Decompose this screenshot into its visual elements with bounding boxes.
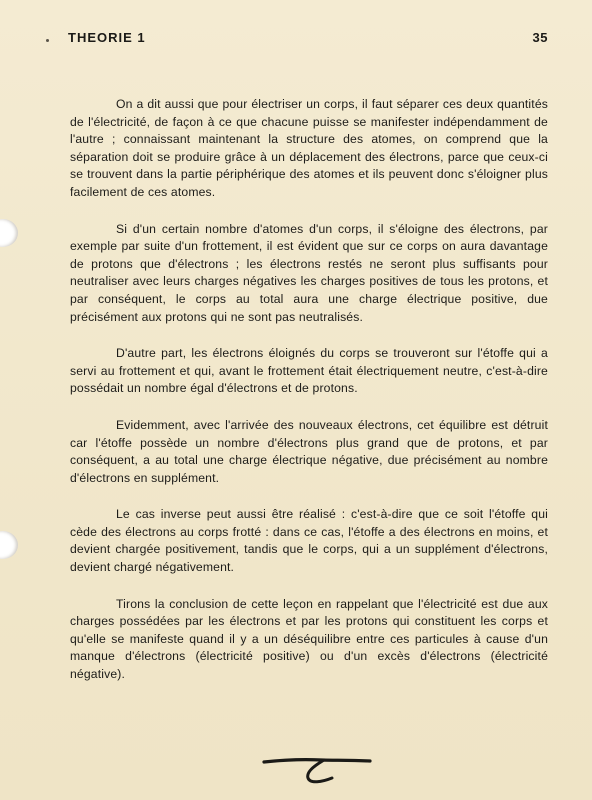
page-number: 35 [532,30,548,45]
body-text [70,96,548,703]
chapter-title: THEORIE 1 [68,30,146,45]
paragraph: On a dit aussi que pour électriser un corps, il faut séparer ces deux quantités de l'électricité, de façon à ce que chacune puisse se manifester indépendamment de l'autre ; connaissant maintenant la structure des atomes, on comprend que la séparation doit se produire grâce à un déplacement des électrons, parce que ceux-ci se trouvent dans la partie périphérique des atomes et ils peuvent donc s'éloigner plus facilement de ces atomes. [70,97,548,199]
page-header [68,30,548,50]
margin-dot [46,39,49,42]
binder-hole-icon [0,531,18,559]
paragraph: D'autre part, les électrons éloignés du corps se trouveront sur l'étoffe qui a servi au frottement et qui, avant le frottement était électriquement neutre, c'est-à-dire possédait un nombre égal d'électrons et de protons. [70,346,548,396]
binder-hole-icon [0,219,18,247]
paragraph: Si d'un certain nombre d'atomes d'un corps, il s'éloigne des électrons, par exemple par suite d'un frottement, il est évident que sur ce corps on aura davantage de protons que d'électrons ; les électrons restés ne seront plus suffisants pour neutraliser avec leurs charges négatives les charges positives de tous les protons, et par conséquent, le corps au total aura une charge électrique positive, due précisément aux protons qui ne sont pas neutralisés. [70,221,548,324]
paragraph: Le cas inverse peut aussi être réalisé : c'est-à-dire que ce soit l'étoffe qui cède des électrons au corps frotté : dans ce cas, l'étoffe a des électrons en moins, et devient chargée positivement, tandis que le corps, qui a un supplément d'électrons, devient chargé négativement. [70,507,548,575]
paragraph: Evidemment, avec l'arrivée des nouveaux électrons, cet équilibre est détruit car l'étoffe possède un nombre d'électrons plus grand que de protons, et par conséquent, a au total une charge électrique négative, due précisément au nombre d'électrons en supplément. [70,417,548,485]
paragraph: Tirons la conclusion de cette leçon en rappelant que l'électricité est due aux charges possédées par les électrons et par les protons qui constituent les corps et qu'elle se manifeste quand il y a un déséquilibre entre ces particules à cause d'un manque d'électrons (électricité positive) ou d'un excès d'électrons (électricité négative). [70,596,548,682]
end-of-section-flourish-icon [262,748,374,788]
